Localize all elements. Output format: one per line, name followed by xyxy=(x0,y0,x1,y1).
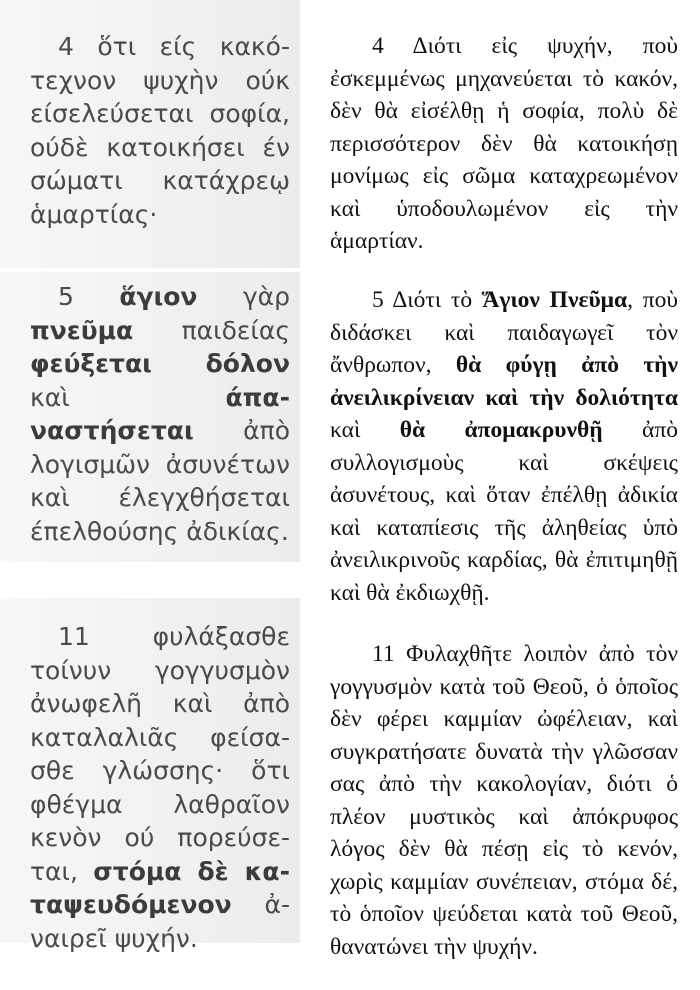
verse-number: 4 xyxy=(58,32,74,61)
ancient-text-verse-5 xyxy=(0,272,300,562)
ancient-text-verse-4 xyxy=(0,0,300,268)
verse-text: Φυλαχθῆτε λοιπὸν ἀπὸ τὸν γογγυσμὸν κατὰ τοῦ Θεοῦ, ὁ ὁποῖος δὲν φέρει καμμίαν ὠφέλειαν, καὶ συγκρατήσατε δυνατὰ τὴν γλῶσσαν σας ἀπὸ τὴν κακολογίαν, διότι ὁ πλέον μυστικὸς καὶ ἀπόκρυφος λόγος δὲν θὰ πέσῃ εἰς τὸ κενόν, χωρὶς καμμίαν συνέπειαν, στόμα δέ, τὸ ὁποῖον ψεύδεται κατὰ τοῦ Θεοῦ, θανατώνει τὴν ψυχήν. xyxy=(330,641,678,960)
verse-paragraph xyxy=(330,284,678,609)
verse-text: καὶ xyxy=(30,382,226,412)
verse-number: 5 xyxy=(58,282,74,311)
verse-paragraph xyxy=(330,638,678,963)
verse-text: Διότι τὸ xyxy=(383,287,482,313)
verse-text: ὅτι είς κακότεχνον ψυχὴν ούκ είσελεύσεται σοφία, ούδὲ κατοικήσει έν σώματι κατάχρεῳ ἁμαρτίας· xyxy=(30,32,290,229)
verse-number: 4 xyxy=(372,33,384,59)
translation-verse-5 xyxy=(330,262,700,630)
bold-phrase: στόμα δὲ καταψευδόμενον xyxy=(30,856,291,919)
verse-text: ἀναιρεῖ ψυχήν. xyxy=(30,890,290,953)
verse-text: παιδείας xyxy=(133,315,290,345)
verse-text: Διότι εἰς ψυχήν, ποὺ ἐσκεμμένως μηχανεύεται τὸ κακόν, δὲν θὰ εἰσέλθῃ ἡ σοφία, πολὺ δὲ περισσότερον δὲν θὰ κατοικήσῃ μονίμως εἰς σῶμα καταχρεωμένον καὶ ὑποδουλωμένον εἰς τὴν ἁμαρτίαν. xyxy=(330,33,678,254)
verse-paragraph xyxy=(330,30,678,258)
verse-number: 5 xyxy=(372,287,384,313)
verse-text: φυλάξασθε τοίνυν γογγυσμὸν ἀνωφελῆ καὶ ἀπὸ καταλαλιᾶς φείσασθε γλώσσης· ὅτι φθέγμα λαθραῖον κενὸν ού πορεύσεται, xyxy=(30,622,290,886)
bold-phrase: ἅγιον xyxy=(119,282,198,311)
ancient-text-verse-11 xyxy=(0,598,300,953)
verse-paragraph xyxy=(30,620,290,955)
verse-paragraph xyxy=(30,30,290,231)
verse-text: γὰρ xyxy=(197,282,291,311)
verse-text: καὶ xyxy=(330,417,400,443)
verse-number: 11 xyxy=(372,641,395,667)
verse-text: , ποὺ διδάσκει καὶ παιδαγωγεῖ τὸν ἄνθρωπον, xyxy=(330,287,678,378)
bold-phrase: άπαναστήσεται xyxy=(30,382,290,445)
verse-paragraph xyxy=(30,280,290,548)
verse-text: ἀπὸ λογισμῶν ἀσυνέτων καὶ έλεγχθήσεται έπελθούσης ἀδικίας. xyxy=(30,416,290,546)
verse-text: ἀπὸ συλλογισμοὺς καὶ σκέψεις ἀσυνέτους, καὶ ὅταν ἐπέλθῃ ἀδικία καὶ καταπίεσις τῆς ἀληθείας ὑπὸ ἀνειλικρινοῦς καρδίας, θὰ ἐπιτιμηθῇ καὶ θὰ ἐκδιωχθῇ. xyxy=(330,417,678,606)
bold-phrase: Ἅγιον Πνεῦμα xyxy=(481,287,628,313)
translation-verse-4 xyxy=(330,0,700,262)
verse-number: 11 xyxy=(58,622,90,651)
bold-phrase: θὰ ἀπομακρυνθῇ xyxy=(399,417,603,443)
translation-verse-11 xyxy=(330,630,700,990)
bold-phrase: πνεῦμα xyxy=(30,315,134,345)
bold-phrase: φεύξεται δόλον xyxy=(30,349,290,378)
bold-phrase: θὰ φύγῃ ἀπὸ τὴν ἀνειλικρίνειαν καὶ τὴν δολιότητα xyxy=(330,352,679,411)
